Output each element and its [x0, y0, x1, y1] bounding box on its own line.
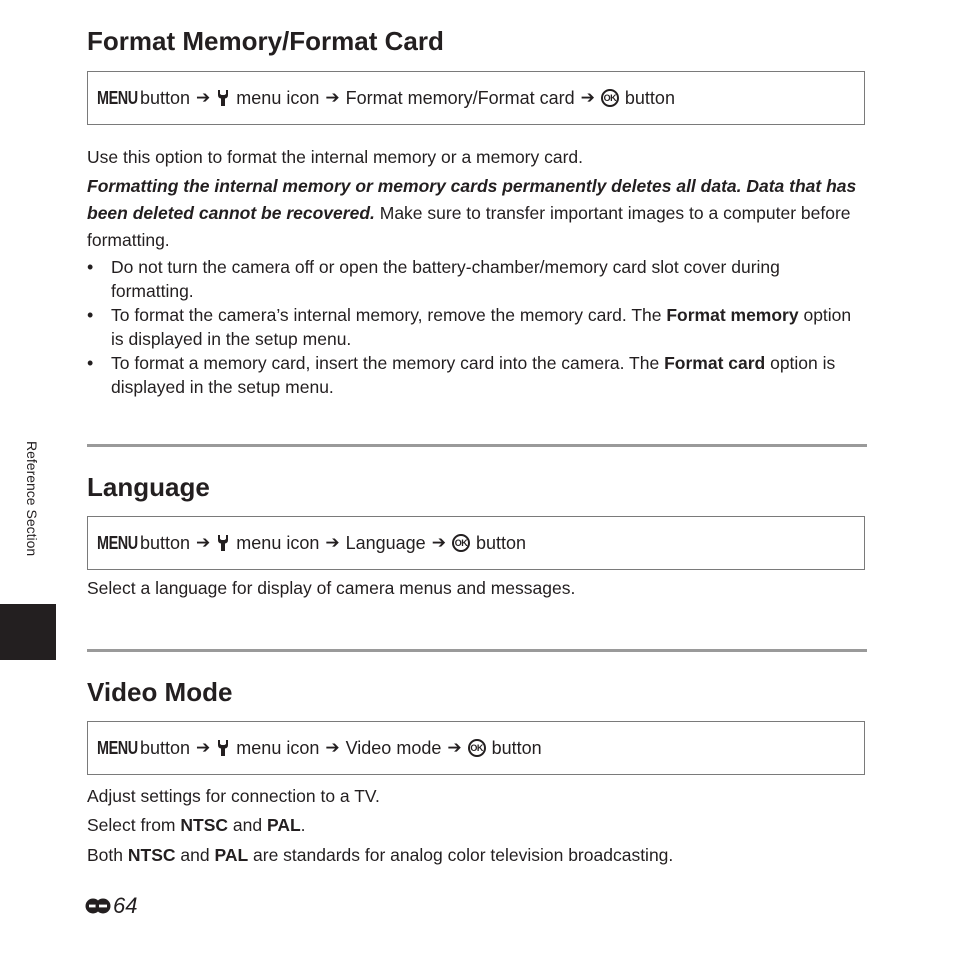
menu-button-label: MENU	[97, 737, 138, 758]
nav-button-text: button	[140, 737, 191, 758]
line-text: are standards for analog color television broadcasting.	[248, 845, 674, 865]
nav-button-text: button	[140, 532, 191, 553]
list-item	[87, 255, 867, 303]
list-item	[87, 351, 867, 399]
bullet-text: Do not turn the camera off or open the battery-chamber/memory card slot cover during formatting.	[111, 257, 780, 301]
arrow-right-icon: ➔	[196, 533, 211, 552]
line-text: Both	[87, 845, 128, 865]
arrow-right-icon: ➔	[325, 533, 340, 552]
bullet-text: option is displayed in the setup menu.	[111, 353, 836, 397]
ok-button-icon: OK	[468, 739, 486, 757]
warning-bold: Formatting the internal memory or memory cards permanently deletes all data. Data that has been deleted cannot be recovered.	[87, 176, 857, 223]
arrow-right-icon: ➔	[325, 738, 340, 757]
menu-button-label: MENU	[97, 532, 138, 553]
bullet-text: To format a memory card, insert the memory card into the camera. The	[111, 353, 665, 373]
section-title-language: Language	[87, 472, 210, 502]
side-tab-marker	[0, 604, 56, 660]
e-reference-icon	[85, 896, 111, 916]
section-title-video: Video Mode	[87, 677, 233, 707]
section-divider	[87, 444, 867, 447]
arrow-right-icon: ➔	[447, 738, 462, 757]
wrench-icon	[216, 89, 230, 107]
ok-button-icon: OK	[601, 89, 619, 107]
wrench-icon	[216, 534, 230, 552]
list-item	[87, 303, 867, 351]
line-text: .	[300, 815, 306, 835]
nav-path-language	[87, 516, 865, 570]
nav-menu-icon-text: menu icon	[236, 532, 320, 553]
section-divider	[87, 649, 867, 652]
arrow-right-icon: ➔	[431, 533, 446, 552]
pal-label: PAL	[266, 815, 301, 835]
format-warning	[87, 173, 867, 254]
page-number-text: 64	[113, 893, 138, 918]
menu-button-label: MENU	[97, 87, 138, 108]
line-text: and	[175, 845, 215, 865]
ntsc-label: NTSC	[180, 815, 229, 835]
ok-button-icon: OK	[452, 534, 470, 552]
nav-item: Video mode	[345, 737, 442, 758]
bullet-text: To format the camera’s internal memory, remove the memory card. The	[111, 305, 667, 325]
nav-menu-icon-text: menu icon	[236, 87, 320, 108]
bullet-text: option is displayed in the setup menu.	[111, 305, 852, 349]
arrow-right-icon: ➔	[580, 88, 595, 107]
section-title-format: Format Memory/Format Card	[87, 26, 444, 56]
ntsc-label: NTSC	[127, 845, 176, 865]
page-number	[85, 893, 137, 919]
side-section-label: Reference Section	[24, 441, 40, 557]
pal-label: PAL	[214, 845, 249, 865]
nav-path-video	[87, 721, 865, 775]
nav-end-text: button	[491, 737, 542, 758]
arrow-right-icon: ➔	[325, 88, 340, 107]
bullet-bold: Format card	[664, 353, 766, 373]
format-intro: Use this option to format the internal memory or a memory card.	[87, 147, 584, 167]
nav-end-text: button	[624, 87, 675, 108]
nav-end-text: button	[475, 532, 526, 553]
video-line3	[87, 842, 867, 868]
format-bullets	[87, 255, 867, 399]
video-line1: Adjust settings for connection to a TV.	[87, 786, 380, 806]
nav-item: Language	[345, 532, 426, 553]
nav-button-text: button	[140, 87, 191, 108]
nav-menu-icon-text: menu icon	[236, 737, 320, 758]
wrench-icon	[216, 739, 230, 757]
nav-path-format	[87, 71, 865, 125]
nav-item: Format memory/Format card	[345, 87, 575, 108]
language-body: Select a language for display of camera menus and messages.	[87, 578, 576, 598]
video-line2	[87, 812, 867, 838]
warning-rest: Make sure to transfer important images to a computer before formatting.	[87, 203, 851, 250]
arrow-right-icon: ➔	[196, 738, 211, 757]
line-text: and	[228, 815, 267, 835]
bullet-bold: Format memory	[666, 305, 799, 325]
line-text: Select from	[87, 815, 181, 835]
arrow-right-icon: ➔	[196, 88, 211, 107]
